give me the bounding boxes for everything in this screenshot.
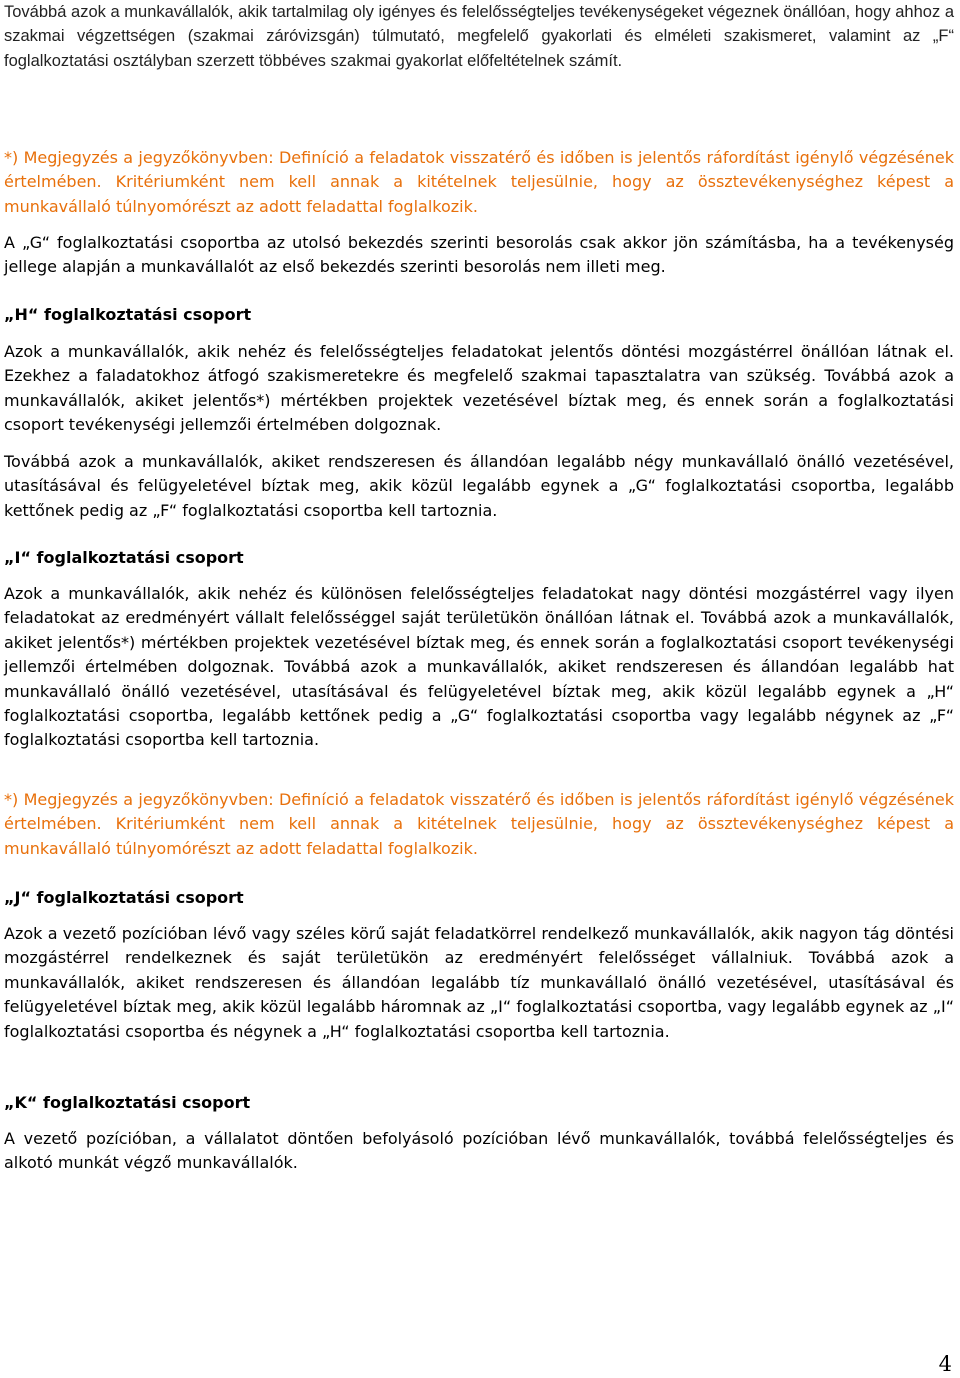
- note-paragraph-i: *) Megjegyzés a jegyzőkönyvben: Definíció a feladatok visszatérő és időben is jelentős ráfordítást igénylő végzésének értelmében. Kritériumként nem kell annak a kitételnek teljesülnie, hogy az össztevékenységhez képest a munkavállaló túlnyomórészt az adott feladattal foglalkozik.: [4, 790, 954, 858]
- h-group-paragraph-1: Azok a munkavállalók, akik nehéz és felelősségteljes feladatokat jelentős döntési mozgástérrel önállóan látnak el. Ezekhez a faladatokhoz átfogó szakismeretekre és megfelelő szakmai tapasztalatra van szükség. Továbbá azok a munkavállalók, akiket jelentős*) mértékben projektek vezetésével bíztak meg, és ennek során a foglalkoztatási csoport tevékenységi jellemzői értelmében dolgoznak.: [4, 342, 954, 435]
- note-definition: *) Megjegyzés a jegyzőkönyvben: Definíció a feladatok visszatérő és időben is jelentős ráfordítást igénylő végzésének értelmében.: [4, 148, 954, 192]
- j-group-heading: „J“ foglalkoztatási csoport: [4, 888, 244, 907]
- k-group-paragraph-1: A vezető pozícióban, a vállalatot döntően befolyásoló pozícióban lévő munkavállalók, továbbá felelősségteljes és alkotó munkát végző munkavállalók.: [4, 1129, 954, 1173]
- k-group-heading: „K“ foglalkoztatási csoport: [4, 1093, 251, 1112]
- i-group-paragraph-1: Azok a munkavállalók, akik nehéz és különösen felelősségteljes feladatokat nagy döntési mozgástérrel vagy ilyen feladatokat az eredményért vállalt felelősséggel saját területükön önállóan látnak el. Továbbá azok a munkavállalók, akiket jelentős*) mértékben projektek vezetésével bíztak meg, és ennek során a foglalkoztatási csoport tevékenységi jellemzői értelmében dolgoznak. Továbbá azok a munkavállalók, akiket rendszeresen és állandóan legalább hat munkavállaló önálló vezetésével, utasításával és felügyeletével bíztak meg, akik közül legalább egynek a „H“ foglalkoztatási csoportba, legalább kettőnek pedig a „G“ foglalkoztatási csoportba vagy legalább négynek az „F“ foglalkoztatási csoportba kell tartoznia.: [4, 584, 954, 750]
- h-group-paragraph-2: Továbbá azok a munkavállalók, akiket rendszeresen és állandóan legalább négy munkavállaló önálló vezetésével, utasításával és felügyeletével bíztak meg, akik közül legalább egynek a „G“ foglalkoztatási csoportba, legalább kettőnek pedig az „F“ foglalkoztatási csoportba kell tartoznia.: [4, 452, 954, 520]
- page-number: 4: [938, 1352, 952, 1376]
- h-group-heading: „H“ foglalkoztatási csoport: [4, 305, 252, 324]
- j-group-paragraph-1: Azok a vezető pozícióban lévő vagy széles körű saját feladatkörrel rendelkező munkavállalók, akik nagyon tág döntési mozgástérrel rendelkeznek és saját területükön az eredményért felelősséget vállalniuk. Továbbá azok a munkavállalók, akiket rendszeresen és állandóan legalább tíz munkavállaló önálló vezetésével, utasításával és felügyeletével bíztak meg, akik közül legalább háromnak az „I“ foglalkoztatási csoportba, vagy legalább egynek az „I“ foglalkoztatási csoportba és négynek a „H“ foglalkoztatási csoportba kell tartoznia.: [4, 924, 954, 1041]
- note-paragraph-g: [4, 146, 954, 219]
- g-group-closing-paragraph: A „G“ foglalkoztatási csoportba az utolsó bekezdés szerinti besorolás csak akkor jön számításba, ha a tevékenység jellege alapján a munkavállalót az első bekezdés szerinti besorolás nem illeti meg.: [4, 233, 954, 277]
- intro-paragraph: Továbbá azok a munkavállalók, akik tartalmilag oly igényes és felelősségteljes tevékenységeket végeznek önállóan, hogy ahhoz a szakmai végzettségen (szakmai záróvizsgán) túlmutató, megfelelő gyakorlati és elméleti szakismeret, valamint az „F“ foglalkoztatási osztályban szerzett többéves szakmai gyakorlat előfeltételnek számít.: [4, 3, 954, 70]
- note-criterion: Kritériumként nem kell annak a kitételnek teljesülnie, hogy az össztevékenységhez képest a munkavállaló túlnyomórészt az adott feladattal foglalkozik.: [4, 172, 954, 216]
- i-group-heading: „I“ foglalkoztatási csoport: [4, 548, 244, 567]
